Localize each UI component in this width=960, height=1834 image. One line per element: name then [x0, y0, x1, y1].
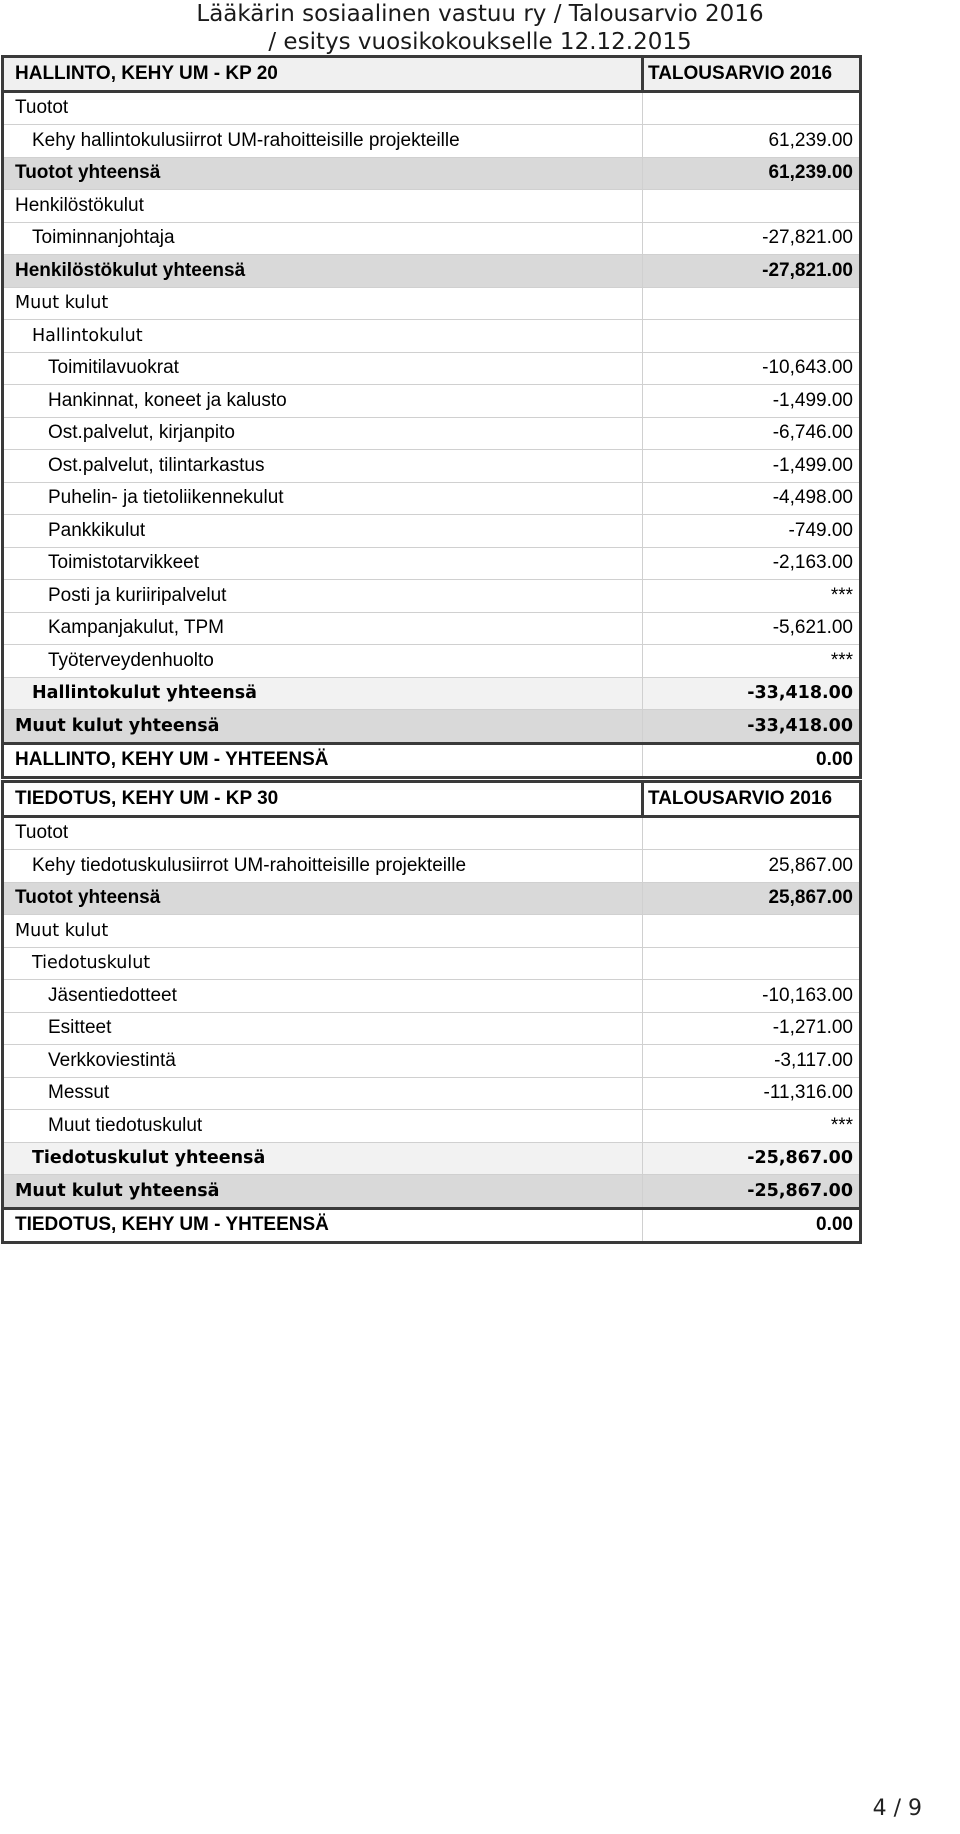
- row-label: Toimitilavuokrat: [3, 352, 643, 385]
- row-label: Henkilöstökulut yhteensä: [3, 255, 643, 288]
- line-item-row: [3, 385, 861, 418]
- subsection-heading-row: [3, 947, 861, 980]
- row-label: Hallintokulut: [3, 320, 643, 353]
- row-value: -25,867.00: [643, 1142, 861, 1175]
- row-label: Hankinnat, koneet ja kalusto: [3, 385, 643, 418]
- budget-column-header: TALOUSARVIO 2016: [643, 782, 861, 817]
- subtotal-row: [3, 1142, 861, 1175]
- row-value: -33,418.00: [643, 677, 861, 710]
- row-label: Tuotot yhteensä: [3, 157, 643, 190]
- line-item-row: [3, 352, 861, 385]
- row-label: Puhelin- ja tietoliikennekulut: [3, 482, 643, 515]
- row-label: Henkilöstökulut: [3, 190, 643, 223]
- grand-total-value: 0.00: [643, 743, 861, 778]
- row-value: -10,643.00: [643, 352, 861, 385]
- row-value: -10,163.00: [643, 980, 861, 1013]
- row-value: -11,316.00: [643, 1077, 861, 1110]
- row-value: [643, 947, 861, 980]
- row-value: -1,499.00: [643, 450, 861, 483]
- line-item-row: [3, 1110, 861, 1143]
- row-label: Messut: [3, 1077, 643, 1110]
- row-label: Esitteet: [3, 1012, 643, 1045]
- row-label: Kehy tiedotuskulusiirrot UM-rahoitteisille projekteille: [3, 850, 643, 883]
- row-label: Tuotot: [3, 816, 643, 850]
- row-label: Jäsentiedotteet: [3, 980, 643, 1013]
- row-label: Tuotot: [3, 91, 643, 125]
- row-label: Toiminnanjohtaja: [3, 222, 643, 255]
- row-value: [643, 816, 861, 850]
- subtotal-row: [3, 157, 861, 190]
- row-label: Posti ja kuriiripalvelut: [3, 580, 643, 613]
- budget-column-header: TALOUSARVIO 2016: [643, 57, 861, 92]
- line-item-row: [3, 482, 861, 515]
- row-label: Tiedotuskulut: [3, 947, 643, 980]
- row-label: Muut kulut: [3, 915, 643, 948]
- table-header-row: [3, 57, 861, 92]
- line-item-row: [3, 1045, 861, 1078]
- row-label: Kampanjakulut, TPM: [3, 612, 643, 645]
- line-item-row: [3, 850, 861, 883]
- row-value: -6,746.00: [643, 417, 861, 450]
- row-label: Muut tiedotuskulut: [3, 1110, 643, 1143]
- row-value: 25,867.00: [643, 850, 861, 883]
- row-value: [643, 287, 861, 320]
- grand-total-value: 0.00: [643, 1208, 861, 1243]
- header-line-2: / esitys vuosikokoukselle 12.12.2015: [268, 29, 692, 55]
- line-item-row: [3, 580, 861, 613]
- subtotal-row: [3, 882, 861, 915]
- row-label: Muut kulut: [3, 287, 643, 320]
- line-item-row: [3, 125, 861, 158]
- section-heading-row: [3, 91, 861, 125]
- row-value: -27,821.00: [643, 222, 861, 255]
- row-label: Toimistotarvikkeet: [3, 547, 643, 580]
- line-item-row: [3, 980, 861, 1013]
- row-value: [643, 915, 861, 948]
- row-value: ***: [643, 1110, 861, 1143]
- line-item-row: [3, 1077, 861, 1110]
- line-item-row: [3, 515, 861, 548]
- row-value: -3,117.00: [643, 1045, 861, 1078]
- row-value: -25,867.00: [643, 1175, 861, 1209]
- row-value: 61,239.00: [643, 125, 861, 158]
- row-label: Pankkikulut: [3, 515, 643, 548]
- row-label: Tuotot yhteensä: [3, 882, 643, 915]
- row-value: -2,163.00: [643, 547, 861, 580]
- row-value: 25,867.00: [643, 882, 861, 915]
- subsection-heading-row: [3, 320, 861, 353]
- subtotal-row: [3, 1175, 861, 1209]
- row-value: ***: [643, 645, 861, 678]
- row-label: Muut kulut yhteensä: [3, 710, 643, 744]
- grand-total-row: [3, 1208, 861, 1243]
- line-item-row: [3, 450, 861, 483]
- row-value: -1,271.00: [643, 1012, 861, 1045]
- row-value: 61,239.00: [643, 157, 861, 190]
- section-heading-row: [3, 287, 861, 320]
- subtotal-row: [3, 255, 861, 288]
- subtotal-row: [3, 710, 861, 744]
- document-header: [0, 0, 960, 56]
- grand-total-label: TIEDOTUS, KEHY UM - YHTEENSÄ: [3, 1208, 643, 1243]
- row-label: Kehy hallintokulusiirrot UM-rahoitteisille projekteille: [3, 125, 643, 158]
- table-title: HALLINTO, KEHY UM - KP 20: [3, 57, 643, 92]
- table-header-row: [3, 782, 861, 817]
- row-label: Työterveydenhuolto: [3, 645, 643, 678]
- grand-total-label: HALLINTO, KEHY UM - YHTEENSÄ: [3, 743, 643, 778]
- row-value: -1,499.00: [643, 385, 861, 418]
- line-item-row: [3, 1012, 861, 1045]
- row-value: -5,621.00: [643, 612, 861, 645]
- row-value: -33,418.00: [643, 710, 861, 744]
- row-value: ***: [643, 580, 861, 613]
- row-label: Ost.palvelut, kirjanpito: [3, 417, 643, 450]
- header-line-1: Lääkärin sosiaalinen vastuu ry / Talousarvio 2016: [196, 1, 764, 27]
- line-item-row: [3, 417, 861, 450]
- row-value: -4,498.00: [643, 482, 861, 515]
- row-value: [643, 190, 861, 223]
- row-label: Tiedotuskulut yhteensä: [3, 1142, 643, 1175]
- row-value: -27,821.00: [643, 255, 861, 288]
- row-label: Muut kulut yhteensä: [3, 1175, 643, 1209]
- row-label: Ost.palvelut, tilintarkastus: [3, 450, 643, 483]
- tiedotus-budget-table: [1, 780, 862, 1244]
- table-title: TIEDOTUS, KEHY UM - KP 30: [3, 782, 643, 817]
- line-item-row: [3, 612, 861, 645]
- line-item-row: [3, 222, 861, 255]
- row-label: Verkkoviestintä: [3, 1045, 643, 1078]
- section-heading-row: [3, 816, 861, 850]
- page-number: 4 / 9: [872, 1796, 922, 1821]
- line-item-row: [3, 645, 861, 678]
- row-value: -749.00: [643, 515, 861, 548]
- row-label: Hallintokulut yhteensä: [3, 677, 643, 710]
- grand-total-row: [3, 743, 861, 778]
- subtotal-row: [3, 677, 861, 710]
- row-value: [643, 91, 861, 125]
- hallinto-budget-table: [1, 55, 862, 779]
- section-heading-row: [3, 190, 861, 223]
- section-heading-row: [3, 915, 861, 948]
- line-item-row: [3, 547, 861, 580]
- row-value: [643, 320, 861, 353]
